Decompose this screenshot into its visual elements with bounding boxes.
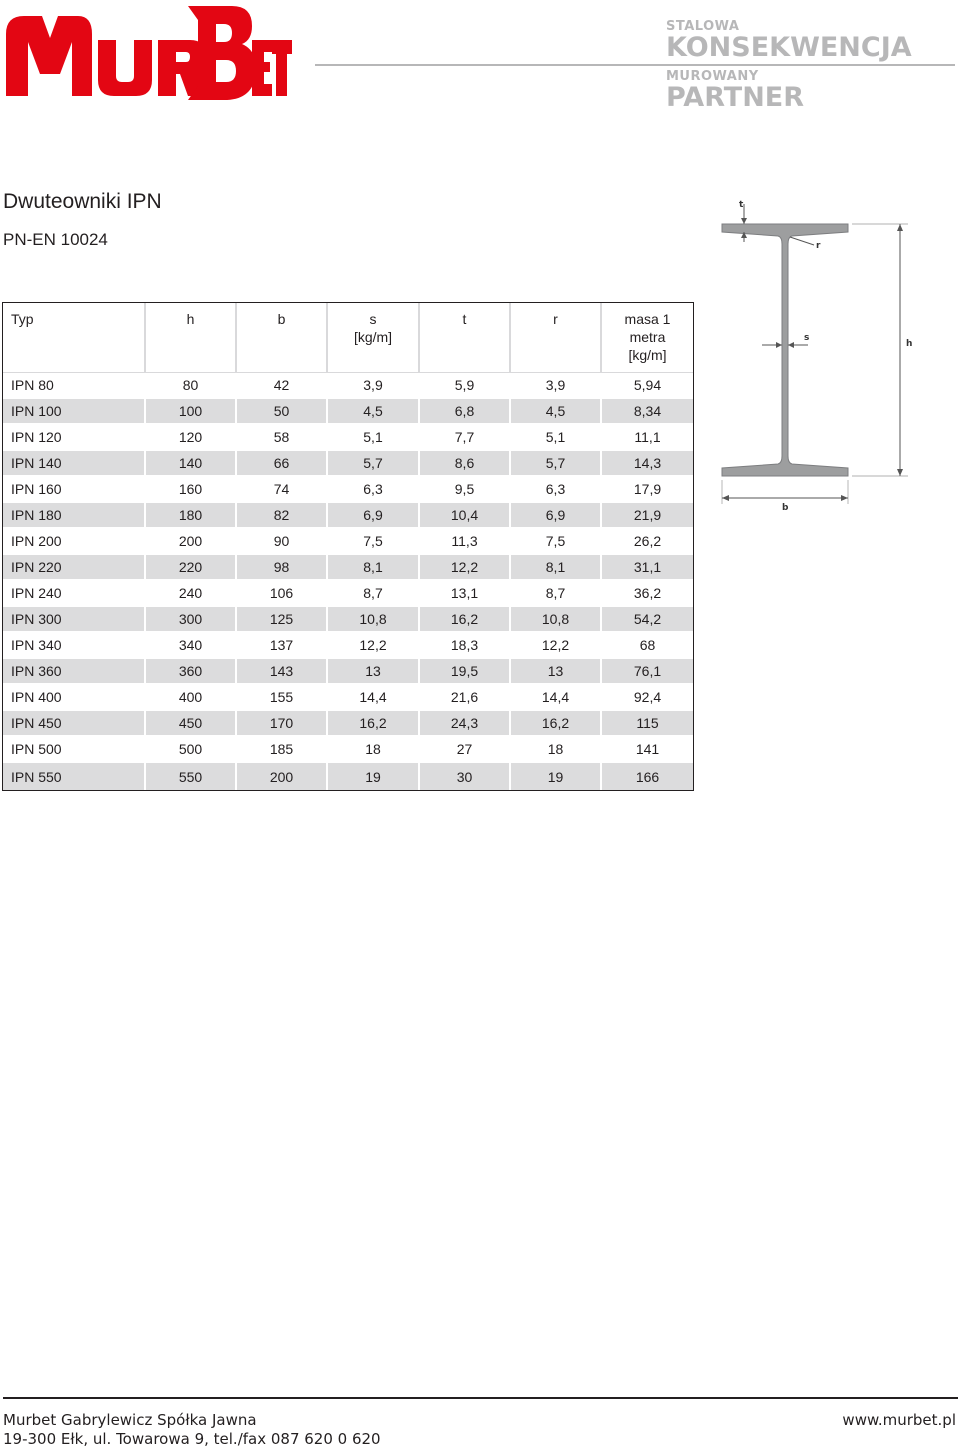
value-cell: 550 [145,762,236,790]
ipn-table [2,302,694,791]
value-cell: 240 [145,580,236,606]
column-header-6 [601,303,693,373]
tagline-line-4: PARTNER [666,82,805,113]
value-cell: 360 [145,658,236,684]
value-cell: 120 [145,424,236,450]
value-cell: 54,2 [601,606,693,632]
profile-type-cell: IPN 200 [3,528,145,554]
table-row [3,450,693,476]
value-cell: 14,4 [327,684,419,710]
table-row [3,398,693,424]
value-cell: 42 [236,373,327,399]
value-cell: 5,7 [327,450,419,476]
column-header-line: r [553,311,558,327]
value-cell: 166 [601,762,693,790]
value-cell: 11,1 [601,424,693,450]
value-cell: 160 [145,476,236,502]
value-cell: 18,3 [419,632,510,658]
column-header-0 [3,303,145,373]
tagline-line-2: KONSEKWENCJA [666,32,912,63]
value-cell: 137 [236,632,327,658]
column-header-line: [kg/m] [628,347,667,363]
value-cell: 16,2 [510,710,601,736]
value-cell: 14,3 [601,450,693,476]
value-cell: 36,2 [601,580,693,606]
value-cell: 68 [601,632,693,658]
table-row [3,554,693,580]
value-cell: 21,6 [419,684,510,710]
value-cell: 155 [236,684,327,710]
table-row [3,762,693,790]
value-cell: 7,5 [510,528,601,554]
table-header-row [3,303,693,373]
standard-label: PN-EN 10024 [3,230,108,249]
value-cell: 6,3 [327,476,419,502]
table-row [3,606,693,632]
value-cell: 31,1 [601,554,693,580]
profile-type-cell: IPN 340 [3,632,145,658]
table-row [3,424,693,450]
value-cell: 8,1 [327,554,419,580]
value-cell: 17,9 [601,476,693,502]
ipn-beam-diagram [712,190,922,525]
table-row [3,710,693,736]
value-cell: 14,4 [510,684,601,710]
tagline-line-3: MUROWANY [666,69,759,84]
value-cell: 3,9 [510,373,601,399]
value-cell: 11,3 [419,528,510,554]
value-cell: 500 [145,736,236,762]
label-h: h [906,339,913,349]
label-r: r [816,241,821,251]
profile-type-cell: IPN 450 [3,710,145,736]
footer-company: Murbet Gabrylewicz Spółka Jawna [3,1411,257,1429]
brand-tagline [666,20,946,112]
column-header-2 [236,303,327,373]
value-cell: 58 [236,424,327,450]
value-cell: 90 [236,528,327,554]
footer-address: 19-300 Ełk, ul. Towarowa 9, tel./fax 087 620 0 620 [3,1430,381,1448]
column-header-line: t [462,311,467,327]
profile-type-cell: IPN 180 [3,502,145,528]
value-cell: 3,9 [327,373,419,399]
value-cell: 170 [236,710,327,736]
value-cell: 450 [145,710,236,736]
table-row [3,684,693,710]
value-cell: 30 [419,762,510,790]
value-cell: 140 [145,450,236,476]
table-row [3,476,693,502]
value-cell: 74 [236,476,327,502]
value-cell: 100 [145,398,236,424]
profile-type-cell: IPN 160 [3,476,145,502]
profile-type-cell: IPN 220 [3,554,145,580]
column-header-line: s [369,311,377,327]
table-row [3,502,693,528]
label-b: b [782,503,789,513]
value-cell: 141 [601,736,693,762]
value-cell: 26,2 [601,528,693,554]
value-cell: 19 [327,762,419,790]
column-header-line: h [186,311,195,327]
column-header-5 [510,303,601,373]
value-cell: 92,4 [601,684,693,710]
profile-type-cell: IPN 360 [3,658,145,684]
table-row [3,580,693,606]
footer-website[interactable]: www.murbet.pl [842,1411,956,1429]
label-s: s [804,333,810,343]
footer-company-info [3,1411,381,1449]
value-cell: 340 [145,632,236,658]
value-cell: 8,34 [601,398,693,424]
value-cell: 200 [236,762,327,790]
value-cell: 5,94 [601,373,693,399]
value-cell: 80 [145,373,236,399]
value-cell: 19 [510,762,601,790]
value-cell: 8,7 [510,580,601,606]
table-body [3,373,693,791]
column-header-line: Typ [11,311,34,327]
value-cell: 125 [236,606,327,632]
value-cell: 200 [145,528,236,554]
value-cell: 50 [236,398,327,424]
value-cell: 6,9 [510,502,601,528]
value-cell: 18 [327,736,419,762]
column-header-line: b [277,311,286,327]
value-cell: 12,2 [510,632,601,658]
profile-type-cell: IPN 120 [3,424,145,450]
value-cell: 24,3 [419,710,510,736]
column-header-line: [kg/m] [353,329,393,345]
profile-type-cell: IPN 80 [3,373,145,399]
profile-type-cell: IPN 240 [3,580,145,606]
value-cell: 6,9 [327,502,419,528]
column-header-1 [145,303,236,373]
beam-shape [722,224,848,476]
value-cell: 6,8 [419,398,510,424]
value-cell: 10,4 [419,502,510,528]
value-cell: 180 [145,502,236,528]
page-title: Dwuteowniki IPN [3,190,162,213]
profile-type-cell: IPN 100 [3,398,145,424]
value-cell: 400 [145,684,236,710]
profile-type-cell: IPN 500 [3,736,145,762]
value-cell: 115 [601,710,693,736]
value-cell: 10,8 [510,606,601,632]
column-header-3 [327,303,419,373]
value-cell: 106 [236,580,327,606]
column-header-line: masa 1 [624,311,671,327]
value-cell: 16,2 [327,710,419,736]
label-t: t [739,200,744,210]
profile-type-cell: IPN 140 [3,450,145,476]
value-cell: 4,5 [510,398,601,424]
value-cell: 5,7 [510,450,601,476]
value-cell: 19,5 [419,658,510,684]
value-cell: 6,3 [510,476,601,502]
table-row [3,736,693,762]
value-cell: 4,5 [327,398,419,424]
value-cell: 7,5 [327,528,419,554]
value-cell: 13 [327,658,419,684]
footer-divider [3,1397,958,1399]
value-cell: 9,5 [419,476,510,502]
column-header-4 [419,303,510,373]
table-row [3,528,693,554]
profile-type-cell: IPN 300 [3,606,145,632]
value-cell: 13 [510,658,601,684]
tagline-line-1: STALOWA [666,19,740,34]
value-cell: 98 [236,554,327,580]
value-cell: 27 [419,736,510,762]
value-cell: 12,2 [419,554,510,580]
value-cell: 5,1 [510,424,601,450]
ipn-data-table [3,303,693,790]
value-cell: 13,1 [419,580,510,606]
value-cell: 10,8 [327,606,419,632]
profile-type-cell: IPN 400 [3,684,145,710]
header-divider [315,64,955,66]
value-cell: 76,1 [601,658,693,684]
value-cell: 5,1 [327,424,419,450]
table-row [3,373,693,399]
table-row [3,658,693,684]
value-cell: 12,2 [327,632,419,658]
murbet-logo [2,4,292,104]
value-cell: 16,2 [419,606,510,632]
value-cell: 18 [510,736,601,762]
value-cell: 8,1 [510,554,601,580]
value-cell: 185 [236,736,327,762]
value-cell: 66 [236,450,327,476]
value-cell: 220 [145,554,236,580]
value-cell: 5,9 [419,373,510,399]
table-row [3,632,693,658]
value-cell: 21,9 [601,502,693,528]
value-cell: 8,7 [327,580,419,606]
value-cell: 82 [236,502,327,528]
column-header-line: metra [629,329,666,345]
profile-type-cell: IPN 550 [3,762,145,790]
value-cell: 300 [145,606,236,632]
value-cell: 143 [236,658,327,684]
value-cell: 7,7 [419,424,510,450]
value-cell: 8,6 [419,450,510,476]
